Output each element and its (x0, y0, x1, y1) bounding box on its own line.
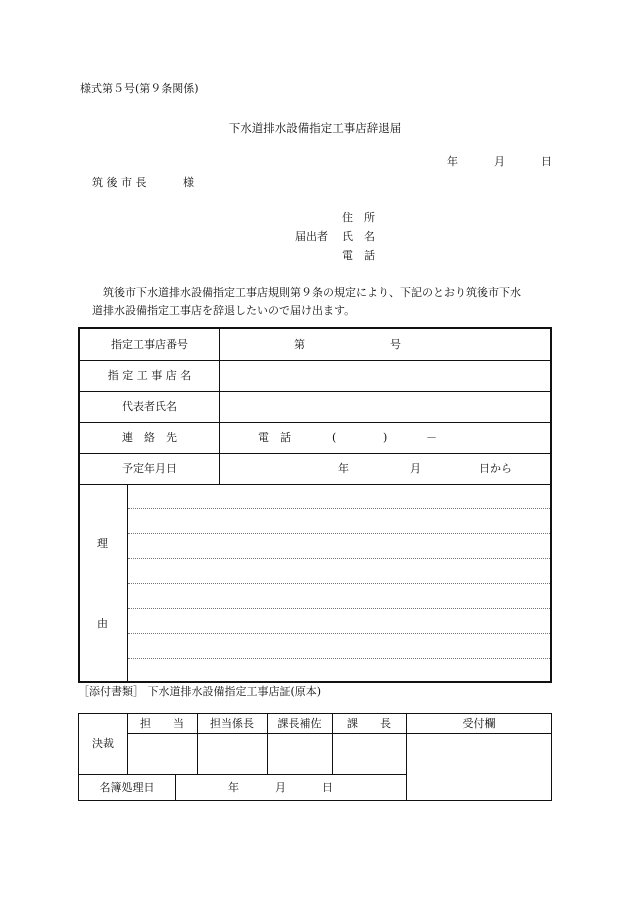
decision-label: 決裁 (92, 737, 114, 750)
stamp-cell-tanto[interactable] (128, 734, 197, 774)
name-label: 氏 名 (342, 230, 375, 243)
shop-number-suffix: 号 (390, 338, 401, 351)
reason-line (128, 583, 550, 584)
addressee-honorific: 様 (183, 176, 194, 189)
body-text-line2: 道排水設備指定工事店を辞退したいので届け出ます。 (92, 304, 356, 317)
stamp-cell-kakaricho[interactable] (198, 734, 267, 774)
contact-phone-label: 電 話 (258, 431, 291, 444)
attachment-note: ［添付書類］ 下水道排水設備指定工事店証(原本) (78, 685, 322, 698)
table-row-contact (80, 422, 550, 454)
header-tanto-kakaricho: 担当係長 (210, 717, 254, 730)
scheduled-date-from: 日から (479, 462, 512, 475)
stamp-cell-kacho[interactable] (333, 734, 406, 774)
header-reception: 受付欄 (462, 717, 496, 730)
addressee: 筑 後 市 長 (92, 176, 147, 189)
date-day-label: 日 (541, 155, 552, 168)
date-year-label: 年 (447, 155, 458, 168)
register-date-label: 名簿処理日 (99, 781, 155, 794)
grid-line (79, 774, 406, 775)
table-row-shop-number (80, 329, 550, 361)
reason-line (128, 608, 550, 609)
reason-line (128, 658, 550, 659)
scheduled-date-month: 月 (410, 462, 421, 475)
header-kacho-hosa: 課長補佐 (277, 717, 322, 730)
reason-label-column (80, 484, 128, 681)
contact-paren-open: ( (332, 431, 337, 444)
scheduled-date-label: 予定年月日 (80, 453, 220, 484)
date-month-label: 月 (494, 155, 505, 168)
register-month: 月 (275, 781, 286, 794)
scheduled-date-year: 年 (338, 462, 349, 475)
reason-label-yu: 由 (97, 617, 108, 630)
address-label: 住 所 (342, 211, 375, 224)
reason-line (128, 508, 550, 509)
header-kacho: 課 長 (347, 717, 391, 730)
header-tanto: 担 当 (140, 717, 184, 730)
register-day: 日 (322, 781, 333, 794)
table-row-representative (80, 391, 550, 423)
grid-line (175, 774, 176, 801)
contact-value[interactable] (220, 422, 550, 453)
shop-number-value[interactable] (220, 329, 550, 360)
approval-table (78, 713, 552, 801)
reason-label-ri: 理 (97, 537, 108, 550)
reason-area[interactable] (80, 484, 550, 681)
register-year: 年 (228, 781, 239, 794)
table-row-shop-name (80, 360, 550, 392)
scheduled-date-value[interactable] (220, 453, 550, 484)
submitter-label: 届出者 (295, 230, 328, 243)
shop-number-prefix: 第 (294, 338, 305, 351)
reason-line (128, 633, 550, 634)
form-number: 様式第５号(第９条関係) (80, 82, 199, 95)
contact-dash: － (426, 431, 437, 444)
representative-value[interactable] (220, 391, 550, 422)
body-text-line1: 筑後市下水道排水設備指定工事店規則第９条の規定により、下記のとおり筑後市下水 (103, 286, 521, 299)
stamp-cell-hosa[interactable] (268, 734, 332, 774)
reason-line (128, 533, 550, 534)
representative-label: 代表者氏名 (80, 391, 220, 422)
contact-label: 連 絡 先 (80, 422, 220, 453)
main-table (78, 327, 552, 683)
shop-number-label: 指定工事店番号 (80, 329, 220, 360)
page-title: 下水道排水設備指定工事店辞退届 (228, 121, 402, 135)
shop-name-value[interactable] (220, 360, 550, 391)
reception-cell[interactable] (407, 734, 552, 801)
phone-label: 電 話 (342, 249, 375, 262)
shop-name-label: 指 定 工 事 店 名 (80, 360, 220, 391)
reason-line (128, 558, 550, 559)
table-row-scheduled-date (80, 453, 550, 485)
contact-paren-close: ) (383, 431, 388, 444)
